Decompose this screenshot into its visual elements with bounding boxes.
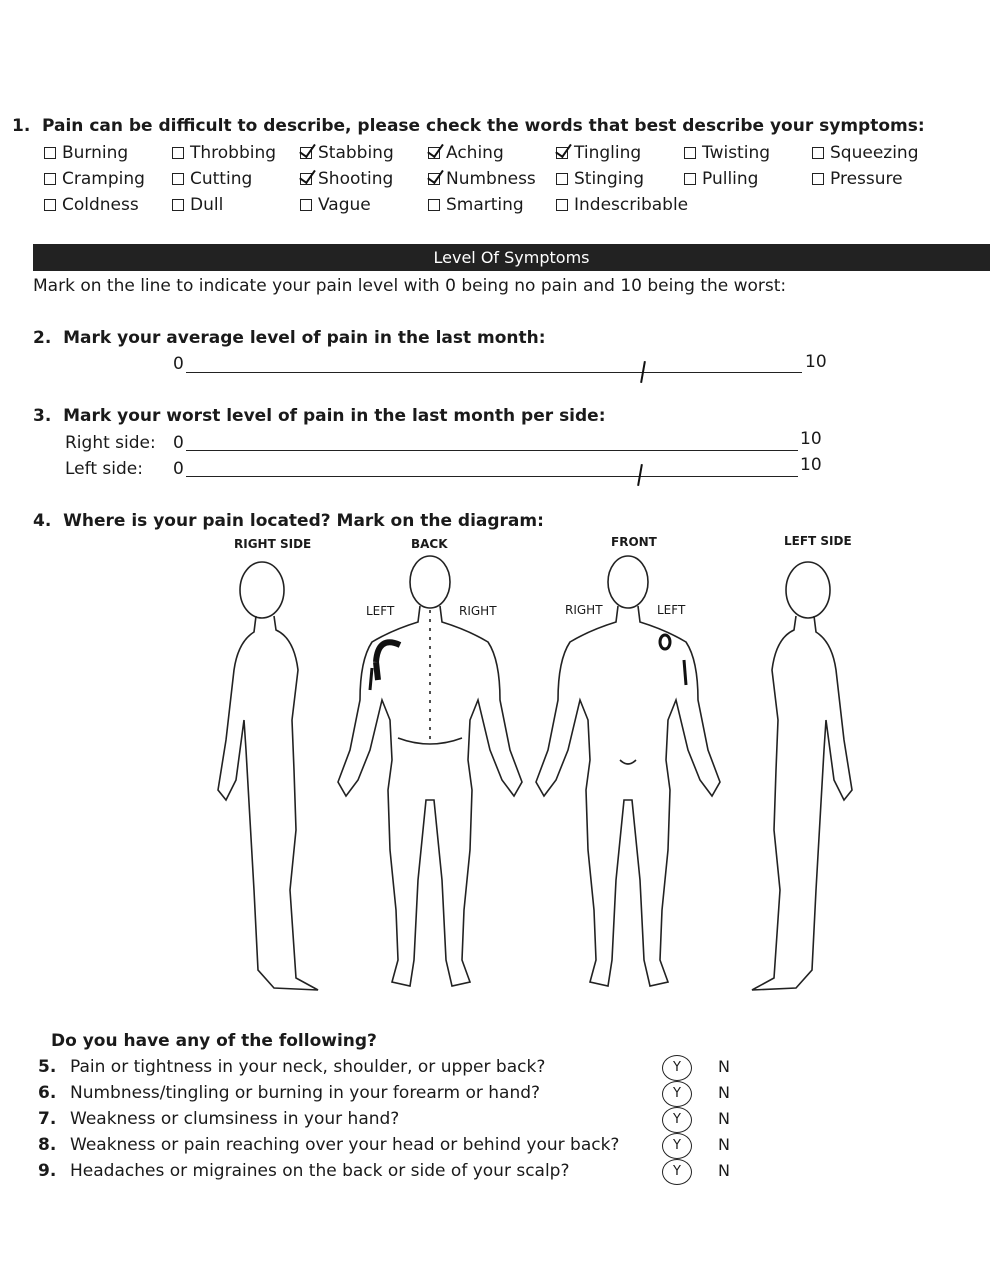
q2-min-label: 0 — [173, 354, 184, 374]
checkbox-box[interactable] — [300, 147, 312, 159]
back-left-label: LEFT — [366, 604, 395, 618]
q3-left-min: 0 — [173, 459, 184, 479]
q3-left-max: 10 — [800, 455, 822, 475]
section-band: Level Of Symptoms — [33, 244, 990, 271]
checkbox-burning[interactable] — [44, 143, 128, 163]
checkbox-label: Burning — [62, 143, 129, 163]
checkbox-box[interactable] — [684, 173, 696, 185]
followup-number: 6. — [38, 1083, 57, 1103]
checkbox-pressure[interactable] — [812, 169, 903, 189]
followup-question: Weakness or clumsiness in your hand? — [70, 1109, 400, 1129]
checkbox-label: Throbbing — [190, 143, 277, 163]
checkbox-label: Coldness — [62, 195, 139, 215]
checkbox-box[interactable] — [556, 173, 568, 185]
front-right-label: RIGHT — [565, 603, 603, 617]
followup-number: 8. — [38, 1135, 57, 1155]
checkbox-box[interactable] — [300, 173, 312, 185]
checkbox-box[interactable] — [172, 147, 184, 159]
no-option[interactable]: N — [718, 1083, 730, 1102]
body-figure-back — [338, 556, 522, 986]
no-option[interactable]: N — [718, 1135, 730, 1154]
q3-right-min: 0 — [173, 433, 184, 453]
yes-option-circled[interactable]: Y — [662, 1107, 692, 1133]
checkbox-label: Dull — [190, 195, 224, 215]
body-diagram[interactable] — [200, 550, 880, 1000]
checkbox-numbness[interactable] — [428, 169, 536, 189]
instruction-text: Mark on the line to indicate your pain level with 0 being no pain and 10 being the worst: — [33, 276, 787, 296]
checkbox-label: Numbness — [446, 169, 536, 189]
q2-scale-line[interactable] — [186, 372, 802, 373]
checkbox-smarting[interactable] — [428, 195, 524, 215]
front-shoulder-pain-marking — [660, 635, 670, 649]
checkbox-box[interactable] — [556, 199, 568, 211]
yes-option-circled[interactable]: Y — [662, 1055, 692, 1081]
checkbox-box[interactable] — [44, 173, 56, 185]
checkbox-label: Squeezing — [830, 143, 919, 163]
checkbox-aching[interactable] — [428, 143, 504, 163]
body-figure-front — [536, 556, 720, 986]
followup-heading: Do you have any of the following? — [51, 1031, 377, 1051]
checkbox-stabbing[interactable] — [300, 143, 394, 163]
checkbox-label: Smarting — [446, 195, 524, 215]
checkbox-stinging[interactable] — [556, 169, 644, 189]
yes-option-circled[interactable]: Y — [662, 1159, 692, 1185]
checkbox-label: Shooting — [318, 169, 394, 189]
no-option[interactable]: N — [718, 1057, 730, 1076]
followup-question: Pain or tightness in your neck, shoulder, or upper back? — [70, 1057, 546, 1077]
checkbox-tingling[interactable] — [556, 143, 641, 163]
checkbox-box[interactable] — [172, 173, 184, 185]
followup-question: Numbness/tingling or burning in your forearm or hand? — [70, 1083, 541, 1103]
checkbox-label: Pressure — [830, 169, 903, 189]
no-option[interactable]: N — [718, 1161, 730, 1180]
yes-option-circled[interactable]: Y — [662, 1081, 692, 1107]
no-option[interactable]: N — [718, 1109, 730, 1128]
checkbox-vague[interactable] — [300, 195, 371, 215]
checkbox-label: Cutting — [190, 169, 253, 189]
q2-heading: 2. Mark your average level of pain in the last month: — [33, 328, 546, 348]
diagram-label-back: BACK — [411, 537, 448, 551]
q2-max-label: 10 — [805, 352, 827, 372]
checkbox-twisting[interactable] — [684, 143, 770, 163]
checkbox-box[interactable] — [44, 199, 56, 211]
checkbox-box[interactable] — [44, 147, 56, 159]
back-shoulder-pain-marking — [376, 642, 400, 680]
checkbox-throbbing[interactable] — [172, 143, 276, 163]
checkbox-pulling[interactable] — [684, 169, 758, 189]
diagram-label-left-side: LEFT SIDE — [784, 534, 852, 548]
checkbox-box[interactable] — [428, 173, 440, 185]
checkbox-box[interactable] — [556, 147, 568, 159]
checkbox-label: Aching — [446, 143, 504, 163]
q3-left-label: Left side: — [65, 459, 143, 479]
diagram-label-right-side: RIGHT SIDE — [234, 537, 312, 551]
checkbox-label: Stinging — [574, 169, 645, 189]
yes-option-circled[interactable]: Y — [662, 1133, 692, 1159]
q4-heading: 4. Where is your pain located? Mark on the diagram: — [33, 511, 544, 531]
q3-heading: 3. Mark your worst level of pain in the last month per side: — [33, 406, 606, 426]
q3-left-scale-line[interactable] — [186, 476, 798, 477]
checkbox-box[interactable] — [812, 147, 824, 159]
checkbox-indescribable[interactable] — [556, 195, 688, 215]
checkbox-coldness[interactable] — [44, 195, 139, 215]
q1-heading: 1. Pain can be difficult to describe, please check the words that best describe your symptoms: — [12, 116, 925, 136]
back-right-label: RIGHT — [459, 604, 497, 618]
checkbox-box[interactable] — [428, 147, 440, 159]
q3-right-max: 10 — [800, 429, 822, 449]
checkbox-label: Pulling — [702, 169, 759, 189]
checkbox-shooting[interactable] — [300, 169, 393, 189]
checkbox-squeezing[interactable] — [812, 143, 919, 163]
checkbox-label: Vague — [318, 195, 371, 215]
checkbox-label: Cramping — [62, 169, 145, 189]
checkbox-label: Twisting — [702, 143, 771, 163]
checkbox-box[interactable] — [684, 147, 696, 159]
checkbox-box[interactable] — [812, 173, 824, 185]
followup-number: 7. — [38, 1109, 57, 1129]
checkbox-label: Tingling — [574, 143, 642, 163]
followup-number: 5. — [38, 1057, 57, 1077]
checkbox-box[interactable] — [172, 199, 184, 211]
body-figure-right-side — [218, 562, 318, 990]
front-left-label: LEFT — [657, 603, 686, 617]
checkbox-box[interactable] — [428, 199, 440, 211]
checkbox-label: Stabbing — [318, 143, 394, 163]
followup-question: Weakness or pain reaching over your head or behind your back? — [70, 1135, 620, 1155]
followup-number: 9. — [38, 1161, 57, 1181]
checkbox-cramping[interactable] — [44, 169, 145, 189]
body-figure-left-side — [752, 562, 852, 990]
checkbox-box[interactable] — [300, 199, 312, 211]
followup-question: Headaches or migraines on the back or side of your scalp? — [70, 1161, 570, 1181]
diagram-label-front: FRONT — [611, 535, 657, 549]
checkbox-label: Indescribable — [574, 195, 689, 215]
checkbox-cutting[interactable] — [172, 169, 252, 189]
checkbox-dull[interactable] — [172, 195, 223, 215]
q3-right-scale-line[interactable] — [186, 450, 798, 451]
q3-right-label: Right side: — [65, 433, 156, 453]
q3-left-pain-mark — [637, 464, 643, 486]
